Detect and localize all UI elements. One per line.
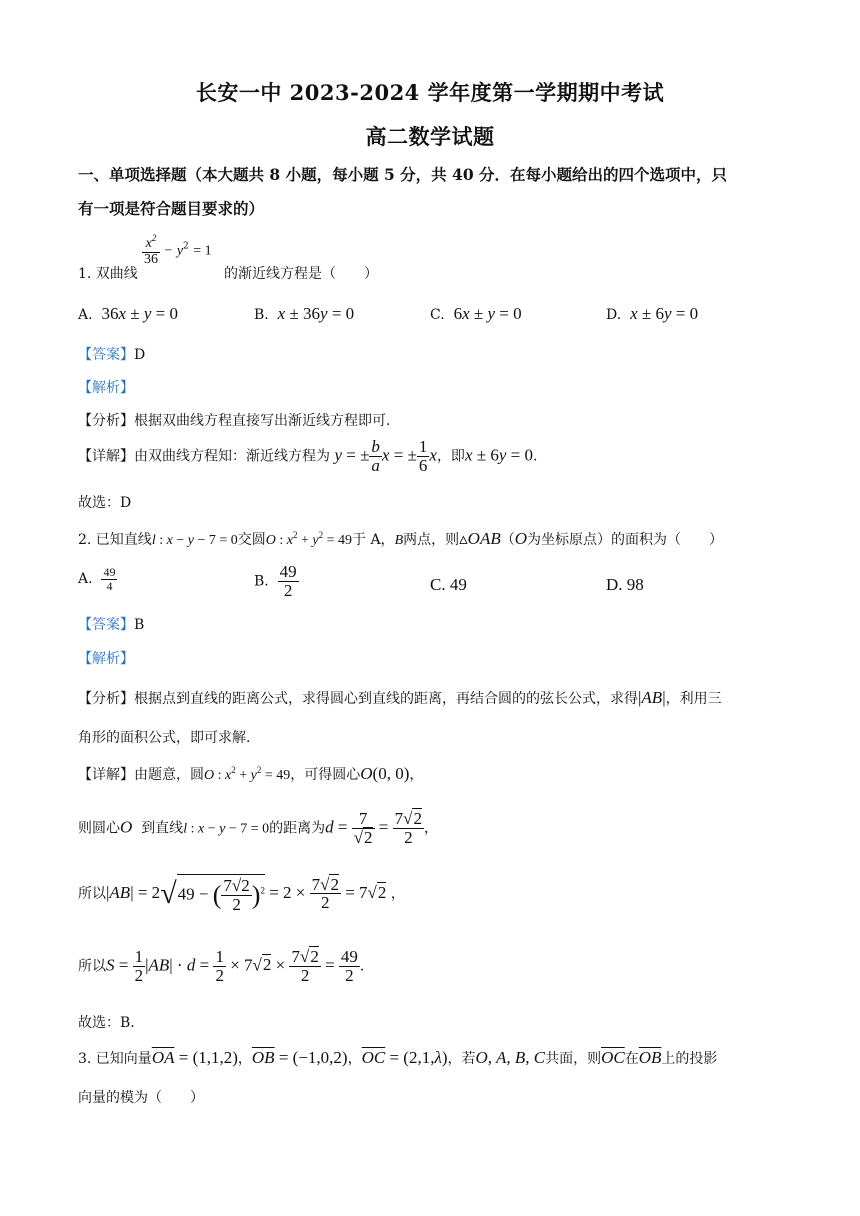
exam-title: 长安一中 2023-2024 学年度第一学期期中考试	[195, 80, 665, 105]
q1-option-b: B. x ± 36y = 0	[254, 304, 355, 323]
q3-stem-line1: 3. 已知向量$\overline{OA} = (1,1,2)$，$\overline{OB} = (-1,0,2)$，$\overline{OC} = (2,1,\lambda)$，若O, A, B, C共面，则$\overline{OC}$在$\overline{OB}$上的投影	[78, 1048, 718, 1067]
q1-detail: 【详解】由双曲线方程知：渐近线方程为 y = ± $\frac{b}{a}$ x = ± $\frac{1}{6}$ x，即x ± 6y = 0.	[78, 437, 538, 475]
q1-option-a: A. 36x ± y = 0	[78, 304, 178, 323]
q2-detail-line3: 所以|AB| = 2√49 − ( $\frac{7√2}{2}$ )$^2$ = 2 × $\frac{7√2}{2}$ = 7√2 ，	[78, 874, 405, 914]
q2-conclusion: 故选：B.	[78, 1015, 135, 1031]
q1-option-c: C. 6x ± y = 0	[430, 304, 522, 323]
q2-stem: 2. 已知直线l : x − y − 7 = 0交圆O : $x^2 + y^2 = 49$于 A，B两点，则▵OAB（O为坐标原点）的面积为（ ）	[78, 529, 723, 548]
q2-analysis-tag: 【解析】	[78, 651, 134, 667]
q1-equation: $\frac{x^2}{36}$ − $y^2 = 1$	[144, 233, 212, 267]
q1-stem-tail: 的渐近线方程是（ ）	[224, 266, 378, 282]
q2-fenxi-line2: 角形的面积公式，即可求解.	[78, 730, 251, 746]
q2-answer: 【答案】B	[78, 617, 145, 633]
q1-answer: 【答案】D	[78, 347, 146, 363]
q1-stem-label: 1. 双曲线	[78, 266, 138, 282]
q2-option-a: A. $\frac{49}{4}$	[78, 565, 116, 593]
q1-conclusion: 故选：D	[78, 495, 132, 511]
q1-option-d: D. x ± 6y = 0	[606, 304, 699, 323]
q2-detail-line2: 则圆心O 到直线l : x − y − 7 = 0的距离为d = $\frac{7}{√2}$ = $\frac{7√2}{2}$ ，	[78, 809, 438, 847]
q2-option-b: B. $\frac{49}{2}$	[254, 562, 297, 600]
q2-option-d: D. 98	[606, 575, 644, 594]
q1-fenxi: 【分析】根据双曲线方程直接写出渐近线方程即可.	[78, 413, 391, 429]
q2-option-c: C. 49	[430, 575, 467, 594]
q2-detail-line1: 【详解】由题意，圆O : $x^2 + y^2 = 49$，可得圆心O(0, 0)，	[78, 764, 424, 783]
section-heading-line2: 有一项是符合题目要求的）	[78, 199, 265, 218]
exam-subtitle: 高二数学试题	[365, 124, 495, 149]
q2-fenxi-line1: 【分析】根据点到直线的距离公式，求得圆心到直线的距离，再结合圆的的弦长公式，求得|AB|，利用三	[78, 688, 722, 707]
q3-stem-line2: 向量的模为（ ）	[78, 1090, 204, 1106]
section-heading-line1: 一、单项选择题（本大题共 8 小题，每小题 5 分，共 40 分．在每小题给出的四个选项中，只	[78, 165, 728, 184]
q1-analysis-tag: 【解析】	[78, 380, 134, 396]
q2-detail-line4: 所以S = $\frac{1}{2}$ |AB| · d = $\frac{1}{2}$ × 7√2 × $\frac{7√2}{2}$ = $\frac{49}{2}$ .	[78, 947, 365, 985]
